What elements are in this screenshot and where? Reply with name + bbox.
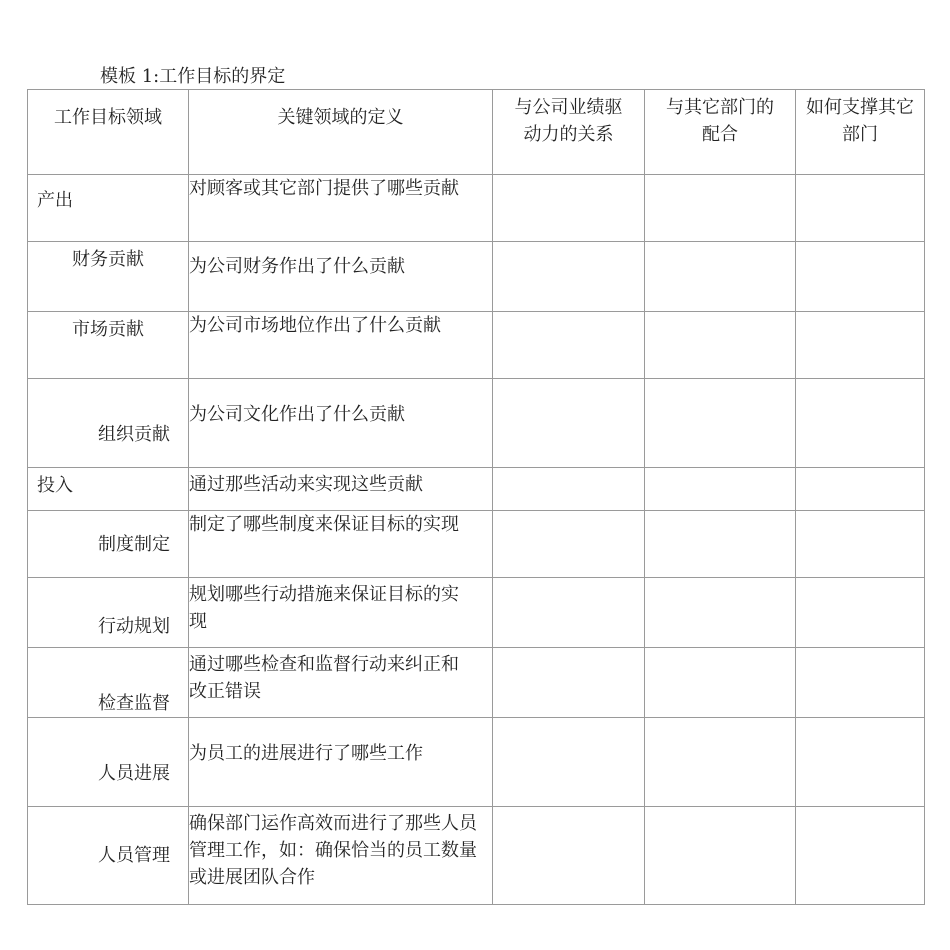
area-cell (28, 468, 189, 511)
definition-cell (189, 718, 493, 807)
area-label: 投入 (37, 475, 73, 496)
performance-driver-cell (493, 468, 645, 511)
table-row (28, 175, 925, 242)
header-key-area-definition-label: 关键领域的定义 (277, 107, 404, 128)
support-departments-cell (796, 718, 925, 807)
department-cooperation-cell (645, 807, 796, 905)
department-cooperation-cell (645, 175, 796, 242)
header-key-area-definition (189, 90, 493, 175)
performance-driver-cell (493, 511, 645, 578)
definition-text: 为公司市场地位作出了什么贡献 (189, 315, 441, 336)
header-department-cooperation-label: 与其它部门的配合 (666, 97, 774, 145)
area-label: 组织贡献 (98, 424, 170, 445)
support-departments-cell (796, 379, 925, 468)
area-cell (28, 578, 189, 648)
area-label: 财务贡献 (72, 249, 144, 270)
department-cooperation-cell (645, 468, 796, 511)
definition-cell (189, 312, 493, 379)
table-row (28, 718, 925, 807)
department-cooperation-cell (645, 511, 796, 578)
performance-driver-cell (493, 578, 645, 648)
definition-cell (189, 468, 493, 511)
department-cooperation-cell (645, 242, 796, 312)
definition-cell (189, 242, 493, 312)
definition-text: 对顾客或其它部门提供了哪些贡献 (189, 178, 459, 199)
definition-text: 制定了哪些制度来保证目标的实现 (189, 514, 459, 535)
header-department-cooperation (645, 90, 796, 175)
header-support-departments (796, 90, 925, 175)
table-row (28, 242, 925, 312)
table-row (28, 312, 925, 379)
performance-driver-cell (493, 807, 645, 905)
support-departments-cell (796, 511, 925, 578)
header-performance-driver (493, 90, 645, 175)
performance-driver-cell (493, 312, 645, 379)
support-departments-cell (796, 175, 925, 242)
support-departments-cell (796, 807, 925, 905)
header-goal-area-label: 工作目标领域 (54, 107, 162, 128)
performance-driver-cell (493, 718, 645, 807)
area-cell (28, 718, 189, 807)
department-cooperation-cell (645, 718, 796, 807)
area-cell (28, 379, 189, 468)
department-cooperation-cell (645, 379, 796, 468)
table-header-row (28, 90, 925, 175)
table-row (28, 468, 925, 511)
support-departments-cell (796, 312, 925, 379)
table-row (28, 578, 925, 648)
table-row (28, 807, 925, 905)
table-row (28, 511, 925, 578)
area-cell (28, 807, 189, 905)
definition-text: 为公司财务作出了什么贡献 (189, 256, 405, 277)
work-goal-table (27, 89, 925, 905)
area-cell (28, 312, 189, 379)
header-goal-area (28, 90, 189, 175)
header-performance-driver-label: 与公司业绩驱动力的关系 (514, 97, 623, 145)
definition-cell (189, 578, 493, 648)
definition-cell (189, 379, 493, 468)
area-label: 人员进展 (98, 763, 170, 784)
area-label: 制度制定 (98, 534, 170, 555)
definition-cell (189, 807, 493, 905)
performance-driver-cell (493, 648, 645, 718)
performance-driver-cell (493, 242, 645, 312)
definition-cell (189, 511, 493, 578)
definition-text: 为公司文化作出了什么贡献 (189, 404, 405, 425)
definition-text: 通过那些活动来实现这些贡献 (189, 474, 423, 495)
department-cooperation-cell (645, 648, 796, 718)
support-departments-cell (796, 648, 925, 718)
definition-text: 规划哪些行动措施来保证目标的实现 (189, 584, 459, 632)
definition-cell (189, 175, 493, 242)
support-departments-cell (796, 242, 925, 312)
table-row (28, 648, 925, 718)
area-cell (28, 648, 189, 718)
area-cell (28, 175, 189, 242)
performance-driver-cell (493, 379, 645, 468)
definition-cell (189, 648, 493, 718)
definition-text: 为员工的进展进行了哪些工作 (189, 743, 423, 764)
area-label: 人员管理 (98, 845, 170, 866)
template-caption: 模板 1:工作目标的界定 (100, 66, 286, 87)
area-label: 检查监督 (98, 693, 170, 714)
area-cell (28, 511, 189, 578)
support-departments-cell (796, 468, 925, 511)
header-support-departments-label: 如何支撑其它部门 (806, 97, 914, 145)
department-cooperation-cell (645, 312, 796, 379)
area-label: 市场贡献 (72, 319, 144, 340)
area-label: 行动规划 (98, 616, 170, 637)
department-cooperation-cell (645, 578, 796, 648)
support-departments-cell (796, 578, 925, 648)
performance-driver-cell (493, 175, 645, 242)
definition-text: 通过哪些检查和监督行动来纠正和改正错误 (189, 654, 459, 702)
area-cell (28, 242, 189, 312)
area-label: 产出 (37, 190, 73, 211)
definition-text: 确保部门运作高效而进行了那些人员管理工作，如：确保恰当的员工数量或进展团队合作 (189, 813, 477, 888)
table-row (28, 379, 925, 468)
